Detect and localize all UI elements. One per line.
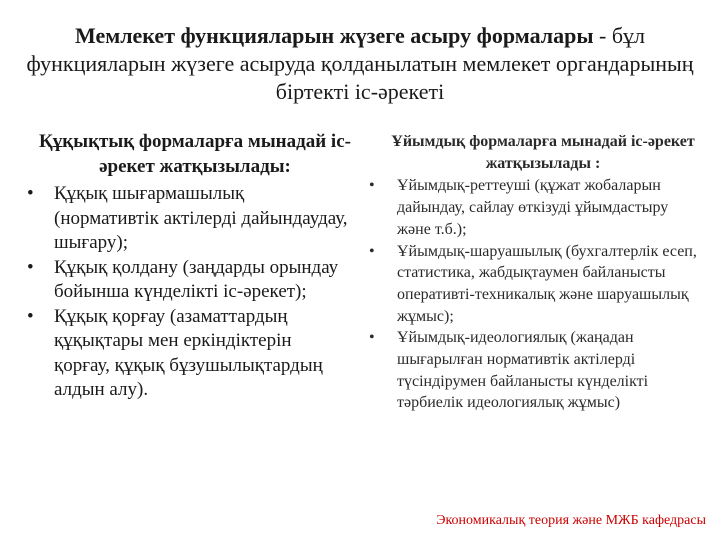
legal-forms-column: [22, 130, 352, 403]
list-item-text: Құқық қолдану (заңдарды орындау бойынша күнделікті іс-әрекет);: [54, 256, 339, 302]
list-item: [368, 327, 704, 414]
bullet-icon: •: [369, 177, 375, 195]
legal-forms-list: [22, 182, 352, 403]
bullet-icon: •: [369, 329, 375, 347]
slide-title-bold: Мемлекет функцияларын жүзеге асыру формалары: [74, 23, 594, 48]
bullet-icon: •: [27, 183, 34, 204]
bullet-icon: •: [27, 305, 34, 327]
list-item-text: Құқық қорғау (азаматтардың құқықтары мен еркіндіктерін қорғау, құқық бұзушылықтардың алдын алу).: [54, 305, 323, 400]
list-item-text: Ұйымдық-шаруашылық (бухгалтерлік есеп, статистика, жабдықтаумен байланысты оперативті-техникалық және шаруашылық жұмыс);: [397, 242, 697, 325]
list-item: [22, 182, 352, 256]
legal-forms-heading: Құқықтық формаларға мынадай іс-әрекет жатқызылады:: [39, 131, 351, 177]
list-item-text: Ұйымдық-идеологиялық (жаңадан шығарылған нормативтік актілерді түсіндірумен байланысты күнделікті тәрбиелік идеологиялық жұмыс): [397, 329, 649, 412]
organizational-forms-heading: Ұйымдық формаларға мынадай іс-әрекет жатқызылады :: [391, 133, 695, 172]
list-item-text: Құқық шығармашылық (нормативтік актілерді дайындаудау, шығару);: [54, 183, 348, 253]
organizational-forms-column: [368, 131, 704, 414]
list-item: [22, 305, 352, 403]
bullet-icon: •: [27, 256, 34, 278]
slide-title-rest: - бұл функцияларын жүзеге асыруда қолданылатын мемлекет органдарының біртекті іс-әрекеті: [26, 23, 694, 104]
list-item: [22, 256, 352, 305]
list-item-text: Ұйымдық-реттеуші (құжат жобаларын дайындау, сайлау өткізуді ұйымдастыру және т.б.);: [397, 177, 669, 238]
organizational-forms-list: [368, 175, 704, 414]
footer-department: Экономикалық теория және МЖБ кафедрасы: [436, 513, 706, 528]
list-item: [368, 175, 704, 240]
slide-title: [20, 22, 700, 106]
list-item: [368, 241, 704, 328]
bullet-icon: •: [369, 242, 375, 260]
